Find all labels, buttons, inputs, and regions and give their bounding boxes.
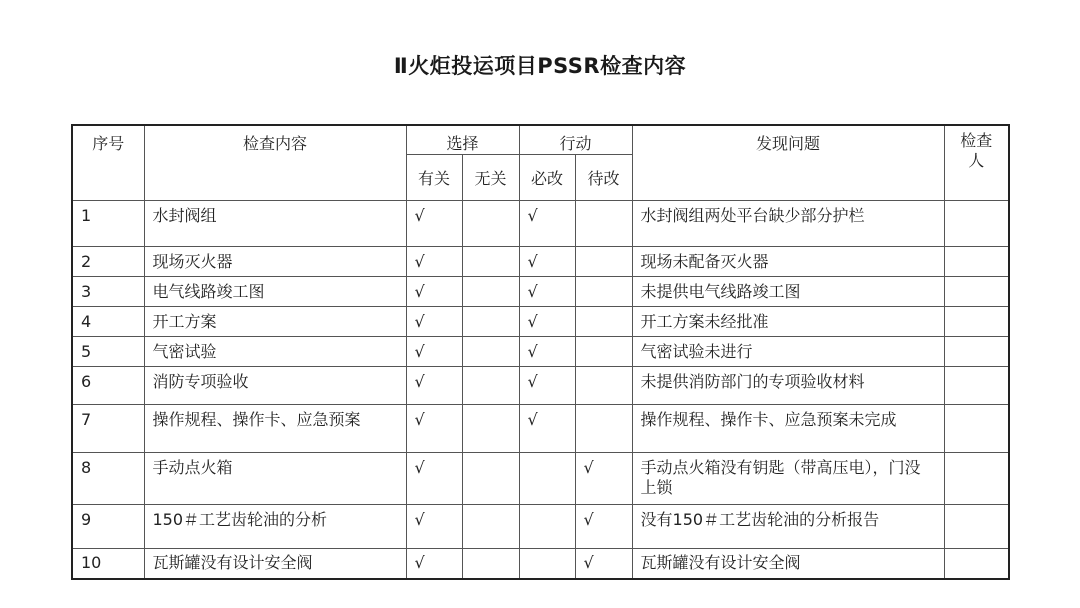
row-relevant-mark: √ (406, 247, 462, 277)
table-row (72, 307, 1009, 337)
row-irrelevant-mark (462, 277, 519, 307)
row-content: 电气线路竣工图 (144, 277, 406, 307)
row-problem: 未提供消防部门的专项验收材料 (632, 367, 944, 405)
row-relevant-mark: √ (406, 337, 462, 367)
row-pending-mark: √ (575, 453, 632, 505)
row-pending-mark (575, 277, 632, 307)
row-irrelevant-mark (462, 505, 519, 549)
header-select-relevant: 有关 (406, 155, 462, 201)
row-relevant-mark: √ (406, 453, 462, 505)
row-must-mark: √ (519, 277, 575, 307)
row-content: 操作规程、操作卡、应急预案 (144, 405, 406, 453)
row-must-mark (519, 549, 575, 579)
row-pending-mark (575, 405, 632, 453)
row-inspector (944, 505, 1009, 549)
row-content: 手动点火箱 (144, 453, 406, 505)
table-row (72, 453, 1009, 505)
row-irrelevant-mark (462, 367, 519, 405)
row-irrelevant-mark (462, 337, 519, 367)
row-problem: 现场未配备灭火器 (632, 247, 944, 277)
row-pending-mark (575, 367, 632, 405)
row-relevant-mark: √ (406, 405, 462, 453)
table-row (72, 405, 1009, 453)
row-must-mark (519, 505, 575, 549)
row-must-mark: √ (519, 247, 575, 277)
header-inspector: 检查人 (944, 125, 1009, 201)
row-no: 1 (72, 201, 144, 247)
row-relevant-mark: √ (406, 505, 462, 549)
row-content: 150＃工艺齿轮油的分析 (144, 505, 406, 549)
row-no: 6 (72, 367, 144, 405)
row-content: 瓦斯罐没有设计安全阀 (144, 549, 406, 579)
row-relevant-mark: √ (406, 549, 462, 579)
pssr-table (71, 124, 1010, 580)
page-title: Ⅱ火炬投运项目PSSR检查内容 (393, 54, 687, 78)
row-relevant-mark: √ (406, 367, 462, 405)
row-problem: 水封阀组两处平台缺少部分护栏 (632, 201, 944, 247)
table-row (72, 505, 1009, 549)
row-must-mark: √ (519, 201, 575, 247)
row-pending-mark (575, 307, 632, 337)
row-relevant-mark: √ (406, 277, 462, 307)
row-problem: 操作规程、操作卡、应急预案未完成 (632, 405, 944, 453)
row-no: 7 (72, 405, 144, 453)
row-content: 消防专项验收 (144, 367, 406, 405)
row-relevant-mark: √ (406, 201, 462, 247)
row-no: 4 (72, 307, 144, 337)
row-must-mark: √ (519, 405, 575, 453)
row-inspector (944, 201, 1009, 247)
row-content: 水封阀组 (144, 201, 406, 247)
row-no: 2 (72, 247, 144, 277)
table-row (72, 367, 1009, 405)
table-row (72, 549, 1009, 579)
row-problem: 开工方案未经批准 (632, 307, 944, 337)
row-inspector (944, 453, 1009, 505)
row-must-mark (519, 453, 575, 505)
row-inspector (944, 277, 1009, 307)
header-action-pending: 待改 (575, 155, 632, 201)
row-no: 5 (72, 337, 144, 367)
row-problem: 未提供电气线路竣工图 (632, 277, 944, 307)
row-irrelevant-mark (462, 549, 519, 579)
row-must-mark: √ (519, 337, 575, 367)
row-irrelevant-mark (462, 201, 519, 247)
row-must-mark: √ (519, 307, 575, 337)
row-content: 气密试验 (144, 337, 406, 367)
row-no: 8 (72, 453, 144, 505)
table-row (72, 247, 1009, 277)
row-content: 开工方案 (144, 307, 406, 337)
row-inspector (944, 307, 1009, 337)
row-inspector (944, 337, 1009, 367)
row-pending-mark: √ (575, 505, 632, 549)
row-inspector (944, 549, 1009, 579)
row-inspector (944, 367, 1009, 405)
header-content: 检查内容 (144, 125, 406, 201)
row-pending-mark (575, 337, 632, 367)
row-no: 9 (72, 505, 144, 549)
row-irrelevant-mark (462, 453, 519, 505)
table-row (72, 277, 1009, 307)
row-irrelevant-mark (462, 307, 519, 337)
row-no: 3 (72, 277, 144, 307)
row-content: 现场灭火器 (144, 247, 406, 277)
row-inspector (944, 247, 1009, 277)
header-no: 序号 (72, 125, 144, 201)
row-problem: 手动点火箱没有钥匙（带高压电），门没上锁 (632, 453, 944, 505)
table-row (72, 337, 1009, 367)
row-pending-mark (575, 247, 632, 277)
row-problem: 瓦斯罐没有设计安全阀 (632, 549, 944, 579)
header-problem: 发现问题 (632, 125, 944, 201)
row-pending-mark: √ (575, 549, 632, 579)
table-row (72, 201, 1009, 247)
row-irrelevant-mark (462, 405, 519, 453)
header-select-irrelevant: 无关 (462, 155, 519, 201)
header-select: 选择 (406, 125, 519, 155)
row-relevant-mark: √ (406, 307, 462, 337)
header-action: 行动 (519, 125, 632, 155)
row-no: 10 (72, 549, 144, 579)
row-problem: 气密试验未进行 (632, 337, 944, 367)
row-inspector (944, 405, 1009, 453)
row-must-mark: √ (519, 367, 575, 405)
row-problem: 没有150＃工艺齿轮油的分析报告 (632, 505, 944, 549)
header-action-must: 必改 (519, 155, 575, 201)
row-pending-mark (575, 201, 632, 247)
row-irrelevant-mark (462, 247, 519, 277)
